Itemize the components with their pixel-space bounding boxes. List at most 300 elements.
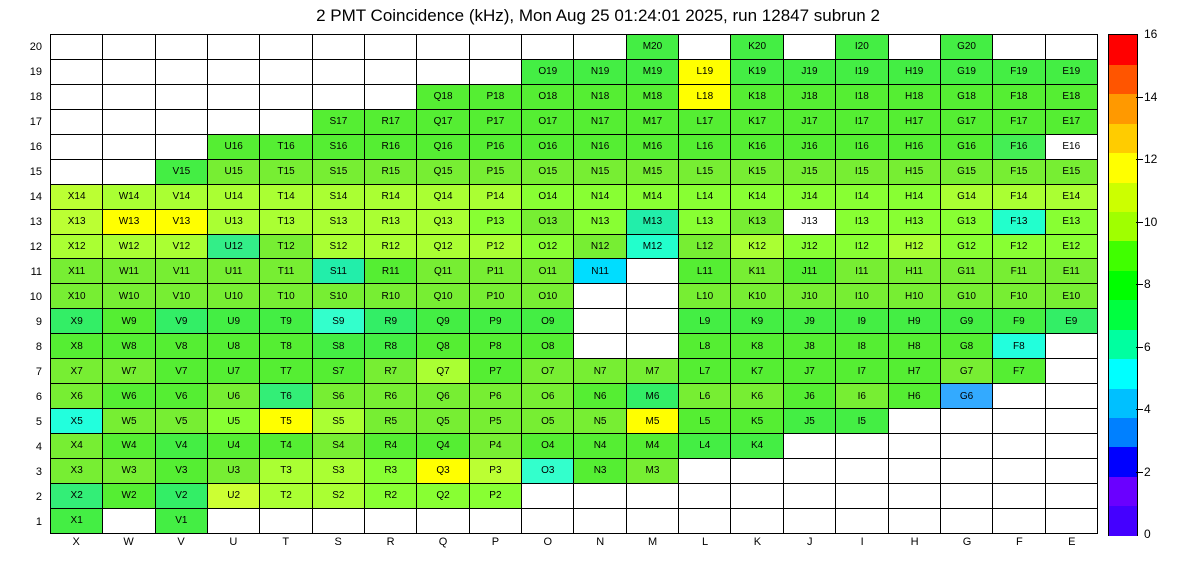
heatmap-cell: G16: [940, 134, 992, 159]
heatmap-cell: R2: [365, 483, 417, 508]
heatmap-cell: H8: [888, 334, 940, 359]
heatmap-cell: N16: [574, 134, 626, 159]
heatmap-cell: V7: [155, 359, 207, 384]
heatmap-cell: L19: [679, 59, 731, 84]
colorbar-tick-mark: [1136, 347, 1143, 348]
heatmap-cell-empty: [888, 483, 940, 508]
heatmap-cell-empty: [365, 84, 417, 109]
heatmap-cell-empty: [365, 508, 417, 533]
x-axis-tick-label: T: [282, 536, 290, 548]
heatmap-cell: R11: [365, 259, 417, 284]
heatmap-cell: J7: [783, 359, 835, 384]
colorbar-segment: [1109, 300, 1137, 330]
heatmap-cell-empty: [417, 35, 469, 60]
heatmap-row: [51, 159, 1098, 184]
y-axis-tick-label: 16: [29, 140, 42, 153]
heatmap-cell: V15: [155, 159, 207, 184]
colorbar-segment: [1109, 388, 1137, 418]
heatmap-cell: Q3: [417, 458, 469, 483]
heatmap-cell: W5: [103, 409, 155, 434]
heatmap-row: [51, 259, 1098, 284]
heatmap-cell: O19: [522, 59, 574, 84]
heatmap-cell: J9: [783, 309, 835, 334]
heatmap-cell: R4: [365, 434, 417, 459]
heatmap-cell: G6: [940, 384, 992, 409]
heatmap-cell-empty: [155, 35, 207, 60]
heatmap-cell: G10: [940, 284, 992, 309]
heatmap-cell-empty: [783, 483, 835, 508]
heatmap-cell-empty: [993, 458, 1045, 483]
heatmap-cell: V13: [155, 209, 207, 234]
heatmap-cell: R17: [365, 109, 417, 134]
heatmap-cell: O7: [522, 359, 574, 384]
heatmap-cell: K19: [731, 59, 783, 84]
heatmap-cell-empty: [836, 434, 888, 459]
heatmap-cell: Q11: [417, 259, 469, 284]
heatmap-cell: G15: [940, 159, 992, 184]
heatmap-cell: K9: [731, 309, 783, 334]
heatmap-cell: W11: [103, 259, 155, 284]
colorbar-tick-label: 12: [1144, 152, 1158, 166]
colorbar: [1108, 34, 1138, 536]
heatmap-cell: O15: [522, 159, 574, 184]
heatmap-cell-empty: [574, 508, 626, 533]
heatmap-cell: E17: [1045, 109, 1097, 134]
heatmap-cell: K5: [731, 409, 783, 434]
heatmap-cell: N12: [574, 234, 626, 259]
x-axis-tick-label: E: [1068, 536, 1076, 548]
colorbar-segment: [1109, 447, 1137, 477]
heatmap-row: [51, 84, 1098, 109]
heatmap-cell: K16: [731, 134, 783, 159]
x-axis-tick-label: N: [596, 536, 605, 548]
heatmap-cell: U9: [208, 309, 260, 334]
heatmap-row: [51, 134, 1098, 159]
heatmap-cell: U3: [208, 458, 260, 483]
heatmap-cell-empty: [155, 109, 207, 134]
heatmap-cell: P18: [469, 84, 521, 109]
heatmap-cell: T3: [260, 458, 312, 483]
heatmap-cell: R3: [365, 458, 417, 483]
y-axis-tick-label: 11: [30, 265, 42, 278]
heatmap-cell-empty: [1045, 35, 1097, 60]
heatmap-cell-empty: [103, 109, 155, 134]
heatmap-cell-empty: [836, 458, 888, 483]
heatmap-cell: E11: [1045, 259, 1097, 284]
heatmap-cell: T5: [260, 409, 312, 434]
heatmap-cell: F11: [993, 259, 1045, 284]
heatmap-cell: H12: [888, 234, 940, 259]
heatmap-cell: X13: [51, 209, 103, 234]
heatmap-cell: O10: [522, 284, 574, 309]
heatmap-cell: Q13: [417, 209, 469, 234]
heatmap-cell: U12: [208, 234, 260, 259]
heatmap-cell: T12: [260, 234, 312, 259]
heatmap-cell: S11: [312, 259, 364, 284]
y-axis-tick-label: 18: [29, 90, 42, 103]
heatmap-cell: P10: [469, 284, 521, 309]
heatmap-cell: P17: [469, 109, 521, 134]
heatmap-cell-empty: [993, 409, 1045, 434]
colorbar-segment: [1109, 182, 1137, 212]
heatmap-cell-empty: [260, 59, 312, 84]
x-axis-tick-label: F: [1016, 536, 1023, 548]
y-axis-tick-label: 10: [29, 290, 42, 303]
heatmap-cell-empty: [260, 508, 312, 533]
heatmap-cell: V14: [155, 184, 207, 209]
y-axis-tick-label: 12: [29, 240, 42, 253]
heatmap-cell: I19: [836, 59, 888, 84]
heatmap-cell-empty: [574, 35, 626, 60]
heatmap-cell-empty: [208, 59, 260, 84]
heatmap-cell: U7: [208, 359, 260, 384]
heatmap-cell: U16: [208, 134, 260, 159]
colorbar-tick-mark: [1136, 284, 1143, 285]
heatmap-cell: U6: [208, 384, 260, 409]
heatmap-cell-empty: [1045, 384, 1097, 409]
heatmap-cell-empty: [522, 35, 574, 60]
heatmap-cell: S12: [312, 234, 364, 259]
heatmap-cell: P11: [469, 259, 521, 284]
heatmap-cell: T11: [260, 259, 312, 284]
heatmap-cell: M12: [626, 234, 678, 259]
heatmap-cell: O18: [522, 84, 574, 109]
heatmap-cell: I12: [836, 234, 888, 259]
heatmap-cell-empty: [469, 59, 521, 84]
heatmap-cell: N3: [574, 458, 626, 483]
heatmap-cell: Q14: [417, 184, 469, 209]
heatmap-cell: R6: [365, 384, 417, 409]
heatmap-cell-empty: [155, 59, 207, 84]
heatmap-cell-empty: [522, 508, 574, 533]
heatmap-cell-empty: [888, 35, 940, 60]
heatmap-cell: F10: [993, 284, 1045, 309]
heatmap-cell: S10: [312, 284, 364, 309]
heatmap-cell: O5: [522, 409, 574, 434]
heatmap-cell-empty: [51, 84, 103, 109]
heatmap-cell: I5: [836, 409, 888, 434]
heatmap-cell: H16: [888, 134, 940, 159]
colorbar-segment: [1109, 35, 1137, 65]
x-axis-tick-label: W: [123, 536, 134, 548]
heatmap-cell-empty: [155, 84, 207, 109]
heatmap-cell: S15: [312, 159, 364, 184]
heatmap-cell: T13: [260, 209, 312, 234]
y-axis-tick-label: 4: [35, 440, 42, 453]
y-axis-tick-label: 9: [35, 315, 42, 328]
x-axis-labels: [50, 536, 1098, 556]
heatmap-cell: E16: [1045, 134, 1097, 159]
heatmap-cell-empty: [940, 409, 992, 434]
heatmap-cell: J19: [783, 59, 835, 84]
heatmap-cell: H13: [888, 209, 940, 234]
heatmap-cell-empty: [574, 309, 626, 334]
heatmap-cell-empty: [731, 458, 783, 483]
heatmap-cell: H18: [888, 84, 940, 109]
heatmap-row: [51, 59, 1098, 84]
y-axis-tick-label: 2: [35, 490, 42, 503]
heatmap-cell-empty: [574, 483, 626, 508]
heatmap-cell: M15: [626, 159, 678, 184]
heatmap-cell: H11: [888, 259, 940, 284]
colorbar-tick-mark: [1136, 472, 1143, 473]
heatmap-cell: F12: [993, 234, 1045, 259]
heatmap-cell: X9: [51, 309, 103, 334]
heatmap-cell-empty: [51, 159, 103, 184]
heatmap-cell: P16: [469, 134, 521, 159]
heatmap-cell: K18: [731, 84, 783, 109]
heatmap-cell-empty: [888, 508, 940, 533]
heatmap-cell-empty: [574, 284, 626, 309]
heatmap-plot-area: [50, 34, 1098, 534]
heatmap-cell: U5: [208, 409, 260, 434]
heatmap-cell: N6: [574, 384, 626, 409]
heatmap-cell: P12: [469, 234, 521, 259]
heatmap-cell-empty: [679, 483, 731, 508]
heatmap-row: [51, 384, 1098, 409]
heatmap-cell: S6: [312, 384, 364, 409]
colorbar-tick-mark: [1136, 159, 1143, 160]
heatmap-grid: [50, 34, 1098, 534]
heatmap-cell: M19: [626, 59, 678, 84]
heatmap-cell: I7: [836, 359, 888, 384]
heatmap-cell: E18: [1045, 84, 1097, 109]
heatmap-cell: G12: [940, 234, 992, 259]
heatmap-cell: I10: [836, 284, 888, 309]
y-axis-tick-label: 1: [35, 515, 42, 528]
x-axis-tick-label: J: [807, 536, 813, 548]
heatmap-cell-empty: [626, 284, 678, 309]
heatmap-cell-empty: [783, 434, 835, 459]
heatmap-cell-empty: [993, 483, 1045, 508]
heatmap-cell: K12: [731, 234, 783, 259]
heatmap-cell: O12: [522, 234, 574, 259]
heatmap-cell: O13: [522, 209, 574, 234]
heatmap-cell: Q2: [417, 483, 469, 508]
heatmap-cell: X11: [51, 259, 103, 284]
heatmap-cell: S7: [312, 359, 364, 384]
heatmap-cell: N7: [574, 359, 626, 384]
heatmap-cell: U10: [208, 284, 260, 309]
colorbar-segment: [1109, 359, 1137, 389]
heatmap-cell: L18: [679, 84, 731, 109]
x-axis-tick-label: O: [543, 536, 553, 548]
heatmap-cell: I9: [836, 309, 888, 334]
x-axis-tick-label: X: [72, 536, 80, 548]
heatmap-cell: K20: [731, 35, 783, 60]
heatmap-cell: S3: [312, 458, 364, 483]
heatmap-cell: P7: [469, 359, 521, 384]
heatmap-cell: O11: [522, 259, 574, 284]
heatmap-cell: G8: [940, 334, 992, 359]
heatmap-cell: O3: [522, 458, 574, 483]
heatmap-cell: L7: [679, 359, 731, 384]
heatmap-cell: V1: [155, 508, 207, 533]
heatmap-cell: M6: [626, 384, 678, 409]
x-axis-tick-label: S: [334, 536, 342, 548]
heatmap-cell-empty: [940, 483, 992, 508]
x-axis-tick-label: Q: [438, 536, 448, 548]
heatmap-cell-empty: [51, 59, 103, 84]
heatmap-cell: R9: [365, 309, 417, 334]
heatmap-cell-empty: [103, 134, 155, 159]
heatmap-cell-empty: [208, 109, 260, 134]
heatmap-cell: J8: [783, 334, 835, 359]
heatmap-cell: S13: [312, 209, 364, 234]
heatmap-cell-empty: [1045, 334, 1097, 359]
heatmap-cell-empty: [1045, 409, 1097, 434]
heatmap-cell: I15: [836, 159, 888, 184]
heatmap-cell: I13: [836, 209, 888, 234]
x-axis-tick-label: R: [386, 536, 395, 548]
heatmap-cell: U13: [208, 209, 260, 234]
heatmap-cell-empty: [679, 508, 731, 533]
y-axis-tick-label: 15: [29, 165, 42, 178]
colorbar-segment: [1109, 506, 1137, 536]
heatmap-cell: V5: [155, 409, 207, 434]
heatmap-cell: E13: [1045, 209, 1097, 234]
heatmap-cell: V8: [155, 334, 207, 359]
heatmap-cell-empty: [888, 434, 940, 459]
heatmap-cell-empty: [260, 109, 312, 134]
heatmap-cell: S8: [312, 334, 364, 359]
heatmap-cell-empty: [993, 508, 1045, 533]
heatmap-cell: S16: [312, 134, 364, 159]
colorbar-tick-label: 8: [1144, 277, 1151, 291]
heatmap-cell-empty: [626, 508, 678, 533]
heatmap-cell: M7: [626, 359, 678, 384]
heatmap-cell: F8: [993, 334, 1045, 359]
heatmap-cell: W12: [103, 234, 155, 259]
heatmap-cell: U15: [208, 159, 260, 184]
heatmap-cell: I17: [836, 109, 888, 134]
heatmap-cell: P9: [469, 309, 521, 334]
heatmap-cell: L5: [679, 409, 731, 434]
colorbar-segment: [1109, 211, 1137, 241]
heatmap-cell: T4: [260, 434, 312, 459]
x-axis-tick-label: V: [177, 536, 185, 548]
heatmap-cell: U4: [208, 434, 260, 459]
heatmap-cell: T16: [260, 134, 312, 159]
heatmap-cell-empty: [574, 334, 626, 359]
heatmap-cell-empty: [208, 35, 260, 60]
heatmap-cell: I20: [836, 35, 888, 60]
colorbar-tick-label: 4: [1144, 402, 1151, 416]
heatmap-cell: L14: [679, 184, 731, 209]
heatmap-cell: G17: [940, 109, 992, 134]
heatmap-row: [51, 334, 1098, 359]
colorbar-tick-mark: [1136, 222, 1143, 223]
heatmap-cell: X4: [51, 434, 103, 459]
heatmap-cell: V6: [155, 384, 207, 409]
heatmap-cell: J15: [783, 159, 835, 184]
heatmap-cell: T2: [260, 483, 312, 508]
heatmap-cell: W8: [103, 334, 155, 359]
x-axis-tick-label: G: [962, 536, 972, 548]
heatmap-cell: I18: [836, 84, 888, 109]
heatmap-row: [51, 508, 1098, 533]
heatmap-cell: M17: [626, 109, 678, 134]
heatmap-cell: H17: [888, 109, 940, 134]
x-axis-tick-label: U: [229, 536, 238, 548]
heatmap-cell: M3: [626, 458, 678, 483]
heatmap-cell: V10: [155, 284, 207, 309]
heatmap-cell-empty: [51, 109, 103, 134]
heatmap-cell: Q8: [417, 334, 469, 359]
heatmap-cell: X8: [51, 334, 103, 359]
heatmap-cell: W9: [103, 309, 155, 334]
heatmap-cell: V4: [155, 434, 207, 459]
heatmap-cell: Q9: [417, 309, 469, 334]
heatmap-cell: Q15: [417, 159, 469, 184]
heatmap-cell: K4: [731, 434, 783, 459]
heatmap-cell: X5: [51, 409, 103, 434]
heatmap-row: [51, 309, 1098, 334]
heatmap-cell: K15: [731, 159, 783, 184]
heatmap-cell: J17: [783, 109, 835, 134]
heatmap-cell-empty: [312, 35, 364, 60]
heatmap-cell-empty: [312, 84, 364, 109]
heatmap-cell: G9: [940, 309, 992, 334]
heatmap-cell-empty: [260, 35, 312, 60]
heatmap-cell: W10: [103, 284, 155, 309]
colorbar-segment: [1109, 270, 1137, 300]
heatmap-cell: L15: [679, 159, 731, 184]
heatmap-cell: T10: [260, 284, 312, 309]
heatmap-cell: J16: [783, 134, 835, 159]
heatmap-cell-empty: [417, 508, 469, 533]
heatmap-cell: N11: [574, 259, 626, 284]
heatmap-cell: Q6: [417, 384, 469, 409]
heatmap-cell: J6: [783, 384, 835, 409]
heatmap-cell: E10: [1045, 284, 1097, 309]
heatmap-cell: R12: [365, 234, 417, 259]
heatmap-cell: L9: [679, 309, 731, 334]
heatmap-cell: R14: [365, 184, 417, 209]
heatmap-cell: J10: [783, 284, 835, 309]
heatmap-cell: F7: [993, 359, 1045, 384]
heatmap-cell-empty: [312, 59, 364, 84]
heatmap-cell: M13: [626, 209, 678, 234]
heatmap-cell: S5: [312, 409, 364, 434]
heatmap-row: [51, 284, 1098, 309]
heatmap-cell: X14: [51, 184, 103, 209]
heatmap-cell-empty: [679, 35, 731, 60]
heatmap-cell-empty: [940, 508, 992, 533]
heatmap-cell: M14: [626, 184, 678, 209]
heatmap-cell: V2: [155, 483, 207, 508]
heatmap-cell: W2: [103, 483, 155, 508]
y-axis-tick-label: 20: [29, 40, 42, 53]
x-axis-tick-label: L: [701, 536, 709, 548]
heatmap-cell: L6: [679, 384, 731, 409]
heatmap-cell-empty: [155, 134, 207, 159]
heatmap-cell: W7: [103, 359, 155, 384]
heatmap-cell: K11: [731, 259, 783, 284]
heatmap-cell: H15: [888, 159, 940, 184]
colorbar-segment: [1109, 94, 1137, 124]
heatmap-cell: V3: [155, 458, 207, 483]
colorbar-ticks: [1136, 27, 1192, 541]
heatmap-cell: G11: [940, 259, 992, 284]
heatmap-cell: E9: [1045, 309, 1097, 334]
heatmap-cell: T7: [260, 359, 312, 384]
heatmap-cell: O17: [522, 109, 574, 134]
heatmap-cell-empty: [51, 35, 103, 60]
heatmap-cell: P14: [469, 184, 521, 209]
heatmap-cell: L17: [679, 109, 731, 134]
colorbar-segment: [1109, 329, 1137, 359]
